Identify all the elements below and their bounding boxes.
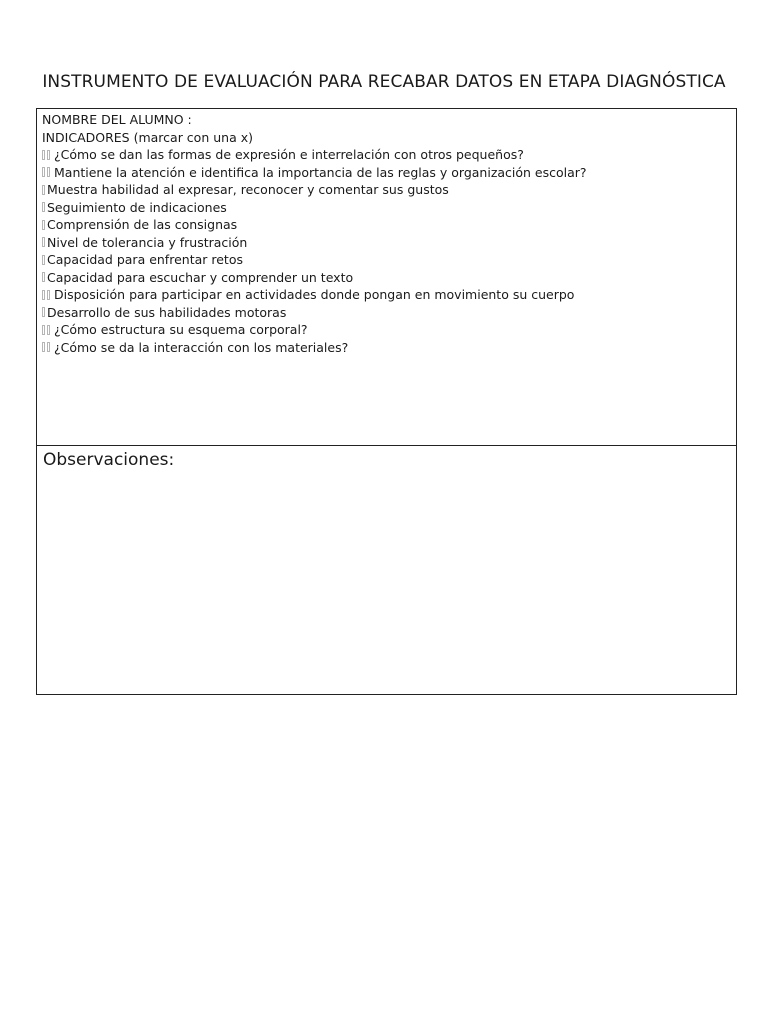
student-name-label[interactable]: NOMBRE DEL ALUMNO : — [42, 112, 192, 127]
indicator-item — [42, 146, 736, 164]
indicator-item — [42, 339, 736, 357]
indicator-item — [42, 304, 736, 322]
indicator-item — [42, 269, 736, 287]
indicator-item — [42, 321, 736, 339]
checkbox-icon — [47, 290, 50, 300]
indicator-label: Capacidad para escuchar y comprender un texto — [47, 269, 354, 285]
checkbox-icon[interactable] — [42, 290, 45, 300]
checkbox-icon[interactable] — [42, 237, 45, 247]
indicator-label: Muestra habilidad al expresar, reconocer y comentar sus gustos — [47, 182, 449, 197]
indicator-label: Disposición para participar en actividades donde pongan en movimiento su cuerpo — [54, 287, 575, 302]
indicator-item — [42, 251, 736, 269]
indicator-item — [42, 216, 736, 234]
checkbox-icon — [47, 150, 50, 160]
indicator-label: Nivel de tolerancia y frustración — [47, 234, 248, 250]
observations-label: Observaciones: — [43, 450, 175, 470]
checkbox-icon[interactable] — [42, 167, 45, 177]
indicator-item — [42, 286, 736, 304]
checkbox-icon — [47, 325, 50, 335]
checkbox-icon[interactable] — [42, 185, 45, 195]
checkbox-icon[interactable] — [42, 325, 45, 335]
indicator-label: ¿Cómo se dan las formas de expresión e interrelación con otros pequeños? — [54, 147, 524, 162]
checkbox-icon[interactable] — [42, 255, 45, 265]
indicator-label: Mantiene la atención e identifica la importancia de las reglas y organización escolar? — [54, 164, 587, 180]
checkbox-icon[interactable] — [42, 272, 45, 282]
checkbox-icon[interactable] — [42, 220, 45, 230]
indicator-label: Comprensión de las consignas — [47, 217, 238, 232]
checkbox-icon — [47, 167, 50, 177]
checkbox-icon[interactable] — [42, 150, 45, 160]
checkbox-icon — [47, 342, 50, 352]
checkbox-icon[interactable] — [42, 307, 45, 317]
indicator-item — [42, 164, 736, 182]
indicator-label: ¿Cómo se da la interacción con los materiales? — [54, 339, 349, 355]
indicator-item — [42, 199, 736, 217]
indicator-item — [42, 181, 736, 199]
evaluation-form — [36, 108, 737, 695]
indicators-header: INDICADORES (marcar con una x) — [42, 129, 253, 145]
page-title: INSTRUMENTO DE EVALUACIÓN PARA RECABAR DATOS EN ETAPA DIAGNÓSTICA — [42, 72, 726, 92]
indicators-section — [37, 109, 736, 446]
indicator-item — [42, 234, 736, 252]
indicator-label: Desarrollo de sus habilidades motoras — [47, 304, 287, 320]
indicator-label: ¿Cómo estructura su esquema corporal? — [54, 322, 308, 337]
indicator-label: Seguimiento de indicaciones — [47, 199, 227, 215]
checkbox-icon[interactable] — [42, 342, 45, 352]
indicator-label: Capacidad para enfrentar retos — [47, 252, 243, 267]
checkbox-icon[interactable] — [42, 202, 45, 212]
observations-section[interactable] — [37, 446, 736, 694]
